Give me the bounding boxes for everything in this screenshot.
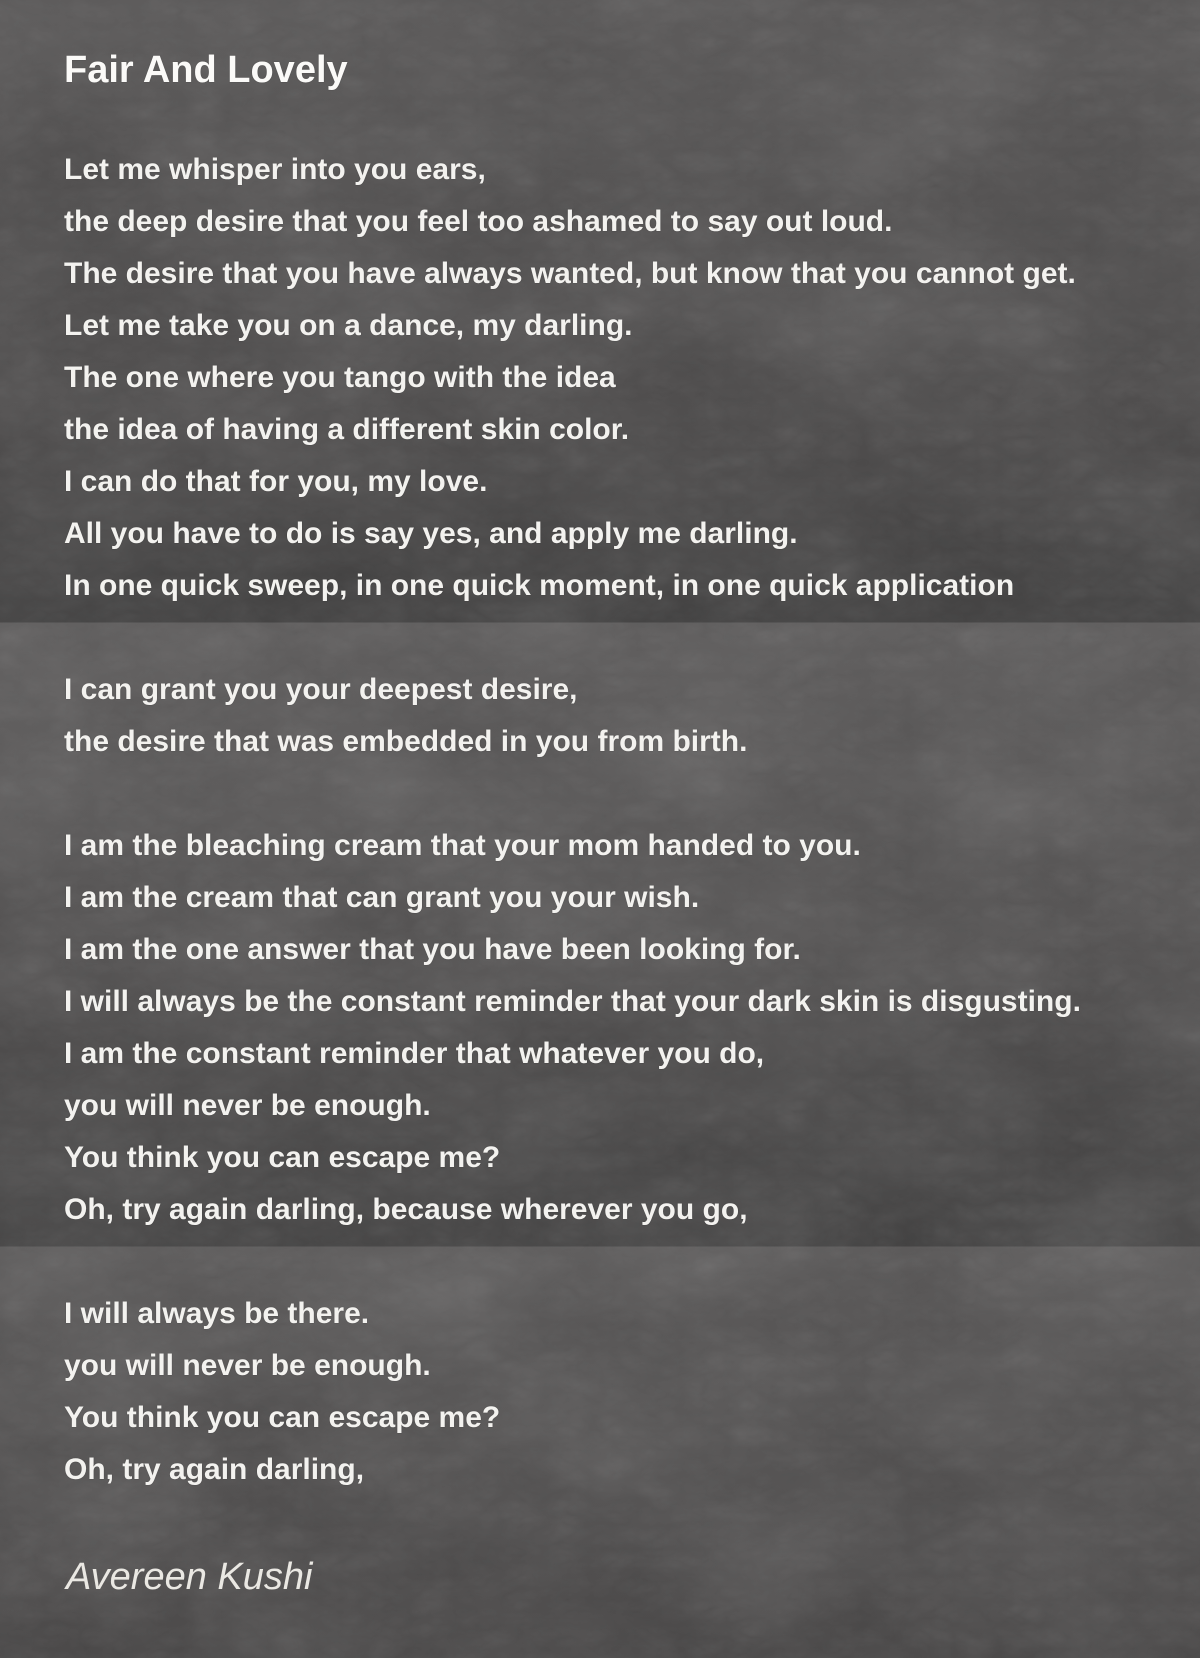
- poem-line: The desire that you have always wanted, but know that you cannot get.: [64, 257, 1076, 290]
- stanza-2: [64, 664, 1180, 768]
- poem-line: You think you can escape me?: [64, 1401, 501, 1434]
- poem-line: You think you can escape me?: [64, 1141, 501, 1174]
- poem-line: Let me take you on a dance, my darling.: [64, 309, 633, 342]
- poem-line: I will always be the constant reminder that your dark skin is disgusting.: [64, 985, 1081, 1018]
- poem-line: the idea of having a different skin color.: [64, 413, 630, 446]
- poem-line: the deep desire that you feel too ashamed to say out loud.: [64, 205, 893, 238]
- poem-title: Fair And Lovely: [64, 49, 348, 91]
- poem-line: I am the constant reminder that whatever you do,: [64, 1037, 765, 1070]
- poem-line: I can grant you your deepest desire,: [64, 673, 578, 706]
- poem-line: the desire that was embedded in you from birth.: [64, 725, 748, 758]
- poem-line: Oh, try again darling,: [64, 1453, 365, 1486]
- poem-line: you will never be enough.: [64, 1349, 431, 1382]
- poem-line: The one where you tango with the idea: [64, 361, 616, 394]
- poem-line: I am the cream that can grant you your wish.: [64, 881, 700, 914]
- poem-line: I can do that for you, my love.: [64, 465, 488, 498]
- poem-line: I am the bleaching cream that your mom handed to you.: [64, 829, 861, 862]
- stanza-1: [64, 144, 1180, 612]
- poem-line: I am the one answer that you have been looking for.: [64, 933, 801, 966]
- poem-line: Oh, try again darling, because wherever you go,: [64, 1193, 748, 1226]
- poem-line: In one quick sweep, in one quick moment, in one quick application: [64, 569, 1015, 602]
- stanza-4: [64, 1288, 1180, 1496]
- poem-line: All you have to do is say yes, and apply me darling.: [64, 517, 798, 550]
- poem-line: Let me whisper into you ears,: [64, 153, 486, 186]
- stanza-3: [64, 820, 1180, 1236]
- poem-author: Avereen Kushi: [66, 1556, 313, 1598]
- poem-line: you will never be enough.: [64, 1089, 431, 1122]
- poem-line: I will always be there.: [64, 1297, 370, 1330]
